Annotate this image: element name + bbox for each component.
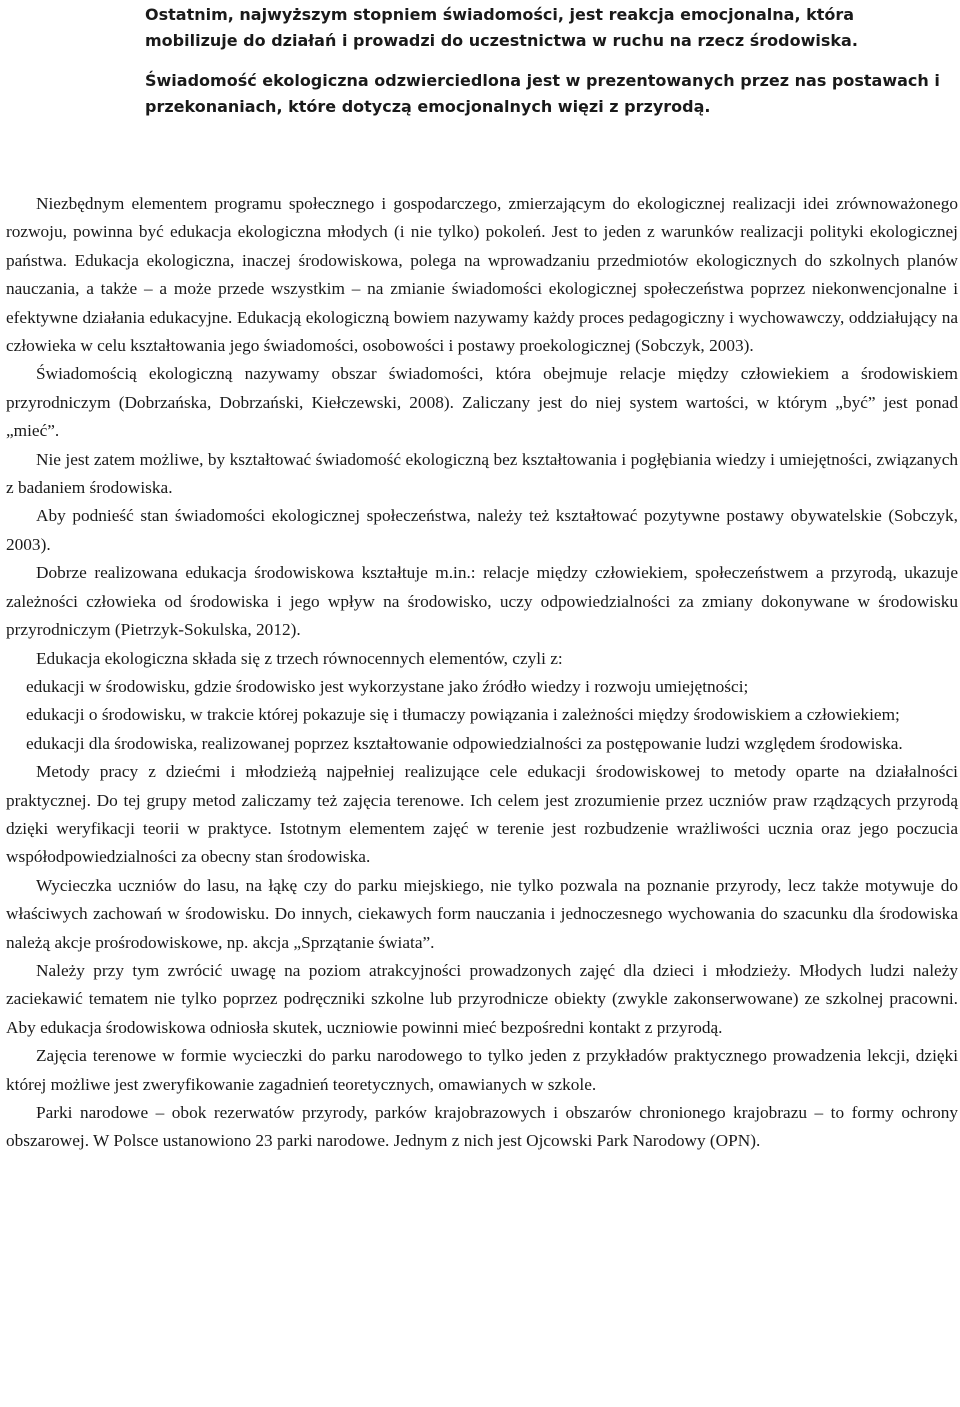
paragraph: Nie jest zatem możliwe, by kształtować świadomość ekologiczną bez kształtowania i pogłębiania wiedzy i umiejętności, związanych z badaniem środowiska. xyxy=(6,449,958,498)
paragraph: Należy przy tym zwrócić uwagę na poziom atrakcyjności prowadzonych zajęć dla dzieci i młodzieży. Młodych ludzi należy zaciekawić tematem nie tylko poprzez podręczniki szkolne lub przyrodnicze obiekty (zwykle zakonserwowane) ze szkolnej pracowni. Aby edukacja środowiskowa odniosła skutek, uczniowie powinni mieć bezpośredni kontakt z przyrodą. xyxy=(6,960,958,1037)
list-item: edukacji o środowisku, w trakcie której pokazuje się i tłumaczy powiązania i zależności między środowiskiem a człowiekiem; xyxy=(26,705,900,725)
body-text xyxy=(6,190,958,1156)
paragraph: Dobrze realizowana edukacja środowiskowa kształtuje m.in.: relacje między człowiekiem, społeczeństwem a przyrodą, ukazuje zależności człowieka od środowiska i jego wpływ na środowisko, uczy odpowiedzialności za zmiany dokonywane w środowisku przyrodniczym (Pietrzyk-Sokulska, 2012). xyxy=(6,563,958,640)
list-item: edukacji dla środowiska, realizowanej poprzez kształtowanie odpowiedzialności za postępowanie ludzi względem środowiska. xyxy=(26,733,903,753)
paragraph: Parki narodowe – obok rezerwatów przyrody, parków krajobrazowych i obszarów chronionego krajobrazu – to formy ochrony obszarowej. W Polsce ustanowiono 23 parki narodowe. Jednym z nich jest Ojcowski Park Narodowy (OPN). xyxy=(6,1103,958,1151)
intro-paragraph: Świadomość ekologiczna odzwierciedlona jest w prezentowanych przez nas postawach i przekonaniach, które dotyczą emocjonalnych więzi z przyrodą. xyxy=(145,71,940,116)
paragraph: Niezbędnym elementem programu społecznego i gospodarczego, zmierzającym do ekologicznej realizacji idei zrównoważonego rozwoju, powinna być edukacja ekologiczna młodych (i nie tylko) pokoleń. Jest to jeden z warunków realizacji polityki ekologicznej państwa. Edukacja ekologiczna, inaczej środowiskowa, polega na wprowadzaniu przedmiotów ekologicznych do szkolnych planów nauczania, a także – a może przede wszystkim – na zmianie świadomości ekologicznej społeczeństwa poprzez niekonwencjonalne i efektywne działania edukacyjne. Edukacją ekologiczną bowiem nazywamy każdy proces pedagogiczny i wychowawczy, oddziałujący na człowieka w celu kształtowania jego świadomości, osobowości i postawy proekologicznej (Sobczyk, 2003). xyxy=(6,194,958,356)
paragraph: Świadomością ekologiczną nazywamy obszar świadomości, która obejmuje relacje między człowiekiem a środowiskiem przyrodniczym (Dobrzańska, Dobrzański, Kiełczewski, 2008). Zaliczany jest do niej system wartości, w którym „być” jest ponad „mieć”. xyxy=(6,364,958,441)
list-item: edukacji w środowisku, gdzie środowisko jest wykorzystane jako źródło wiedzy i rozwoju umiejętności; xyxy=(26,676,749,696)
paragraph: Aby podnieść stan świadomości ekologicznej społeczeństwa, należy też kształtować pozytywne postawy obywatelskie (Sobczyk, 2003). xyxy=(6,506,958,554)
intro-paragraph: Ostatnim, najwyższym stopniem świadomości, jest reakcja emocjonalna, która mobilizuje do działań i prowadzi do uczestnictwa w ruchu na rzecz środowiska. xyxy=(145,5,858,50)
paragraph: Edukacja ekologiczna składa się z trzech równocennych elementów, czyli z: xyxy=(36,648,563,668)
paragraph: Metody pracy z dziećmi i młodzieżą najpełniej realizujące cele edukacji środowiskowej to metody oparte na działalności praktycznej. Do tej grupy metod zaliczamy też zajęcia terenowe. Ich celem jest zrozumienie przez uczniów praw rządzących przyrodą dzięki weryfikacji teorii w praktyce. Istotnym elementem zajęć w terenie jest rozbudzenie wrażliwości ucznia oraz jego poczucia współodpowiedzialności za obecny stan środowiska. xyxy=(6,762,958,867)
paragraph: Zajęcia terenowe w formie wycieczki do parku narodowego to tylko jeden z przykładów praktycznego prowadzenia lekcji, dzięki której możliwe jest zweryfikowanie zagadnień teoretycznych, omawianych w szkole. xyxy=(6,1046,958,1094)
intro-section xyxy=(145,2,945,120)
paragraph: Wycieczka uczniów do lasu, na łąkę czy do parku miejskiego, nie tylko pozwala na poznanie przyrody, lecz także motywuje do właściwych zachowań w środowisku. Do innych, ciekawych form nauczania i jednoczesnego wychowania do szacunku dla środowiska należą akcje prośrodowiskowe, np. akcja „Sprzątanie świata”. xyxy=(6,875,958,952)
